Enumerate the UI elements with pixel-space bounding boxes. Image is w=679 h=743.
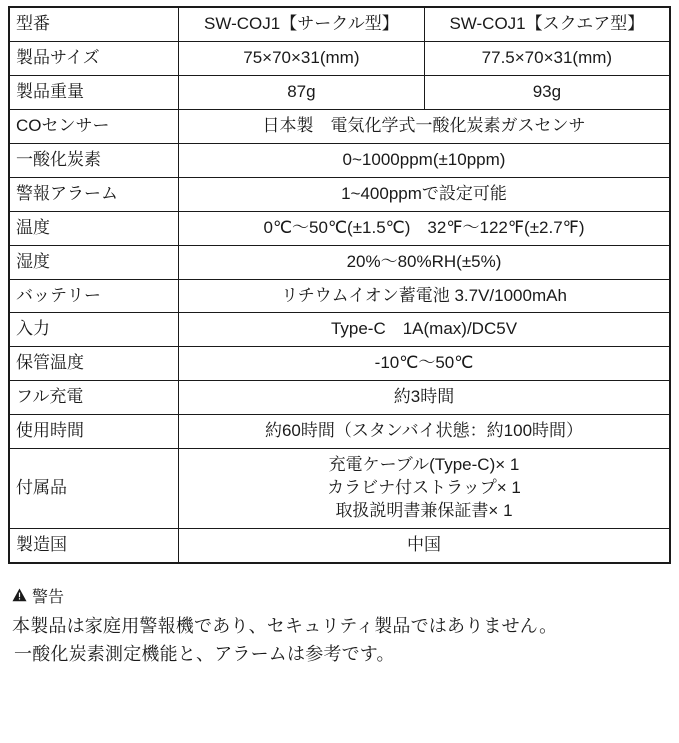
specification-table xyxy=(8,6,671,564)
row-value-humidity: 20%〜80%RH(±5%) xyxy=(179,245,671,279)
warning-heading-label: 警告 xyxy=(32,588,65,606)
row-value-size-circle: 75×70×31(mm) xyxy=(179,41,425,75)
table-row xyxy=(9,415,670,449)
table-row xyxy=(9,279,670,313)
table-row xyxy=(9,381,670,415)
accessory-item: 充電ケーブル(Type-C)× 1 xyxy=(328,455,520,475)
table-row xyxy=(9,41,670,75)
row-label-country: 製造国 xyxy=(9,529,179,563)
warning-triangle-icon xyxy=(12,588,27,602)
accessory-item: 取扱説明書兼保証書× 1 xyxy=(335,501,513,521)
table-row xyxy=(9,529,670,563)
row-label-storage-temp: 保管温度 xyxy=(9,347,179,381)
row-value-accessories xyxy=(179,449,671,529)
row-label-input: 入力 xyxy=(9,313,179,347)
row-value-model-square: SW-COJ1【スクエア型】 xyxy=(424,7,670,41)
row-value-weight-square: 93g xyxy=(424,75,670,109)
row-value-co-range: 0~1000ppm(±10ppm) xyxy=(179,143,671,177)
table-row xyxy=(9,143,670,177)
row-value-co-sensor: 日本製 電気化学式一酸化炭素ガスセンサ xyxy=(179,109,671,143)
row-value-temperature: 0℃〜50℃(±1.5℃) 32℉〜122℉(±2.7℉) xyxy=(179,211,671,245)
table-row xyxy=(9,109,670,143)
row-label-model: 型番 xyxy=(9,7,179,41)
table-row xyxy=(9,177,670,211)
row-label-usage-time: 使用時間 xyxy=(9,415,179,449)
row-label-co-range: 一酸化炭素 xyxy=(9,143,179,177)
row-value-model-circle: SW-COJ1【サークル型】 xyxy=(179,7,425,41)
row-value-country: 中国 xyxy=(179,529,671,563)
row-value-alarm: 1~400ppmで設定可能 xyxy=(179,177,671,211)
row-label-accessories: 付属品 xyxy=(9,449,179,529)
row-label-weight: 製品重量 xyxy=(9,75,179,109)
table-row xyxy=(9,7,670,41)
row-value-input: Type-C 1A(max)/DC5V xyxy=(179,313,671,347)
row-value-weight-circle: 87g xyxy=(179,75,425,109)
row-value-storage-temp: -10℃〜50℃ xyxy=(179,347,671,381)
accessory-item: カラビナ付ストラップ× 1 xyxy=(327,478,521,498)
row-label-temperature: 温度 xyxy=(9,211,179,245)
row-value-usage-time: 約60時間（スタンバイ状態：約100時間） xyxy=(179,415,671,449)
table-row xyxy=(9,75,670,109)
spec-table-body xyxy=(9,7,670,563)
warning-heading xyxy=(12,584,669,607)
warning-block xyxy=(8,580,671,669)
row-value-full-charge: 約3時間 xyxy=(179,381,671,415)
row-label-size: 製品サイズ xyxy=(9,41,179,75)
row-label-alarm: 警報アラーム xyxy=(9,177,179,211)
table-row xyxy=(9,347,670,381)
row-label-full-charge: フル充電 xyxy=(9,381,179,415)
table-row xyxy=(9,313,670,347)
table-row xyxy=(9,245,670,279)
table-row xyxy=(9,449,670,529)
table-row xyxy=(9,211,670,245)
row-label-humidity: 湿度 xyxy=(9,245,179,279)
warning-line: 一酸化炭素測定機能と、アラームは参考です。 xyxy=(14,643,395,664)
row-label-co-sensor: COセンサー xyxy=(9,109,179,143)
warning-line: 本製品は家庭用警報機であり、セキュリティ製品ではありません。 xyxy=(12,615,558,636)
row-label-battery: バッテリー xyxy=(9,279,179,313)
row-value-size-square: 77.5×70×31(mm) xyxy=(424,41,670,75)
row-value-battery: リチウムイオン蓄電池 3.7V/1000mAh xyxy=(179,279,671,313)
